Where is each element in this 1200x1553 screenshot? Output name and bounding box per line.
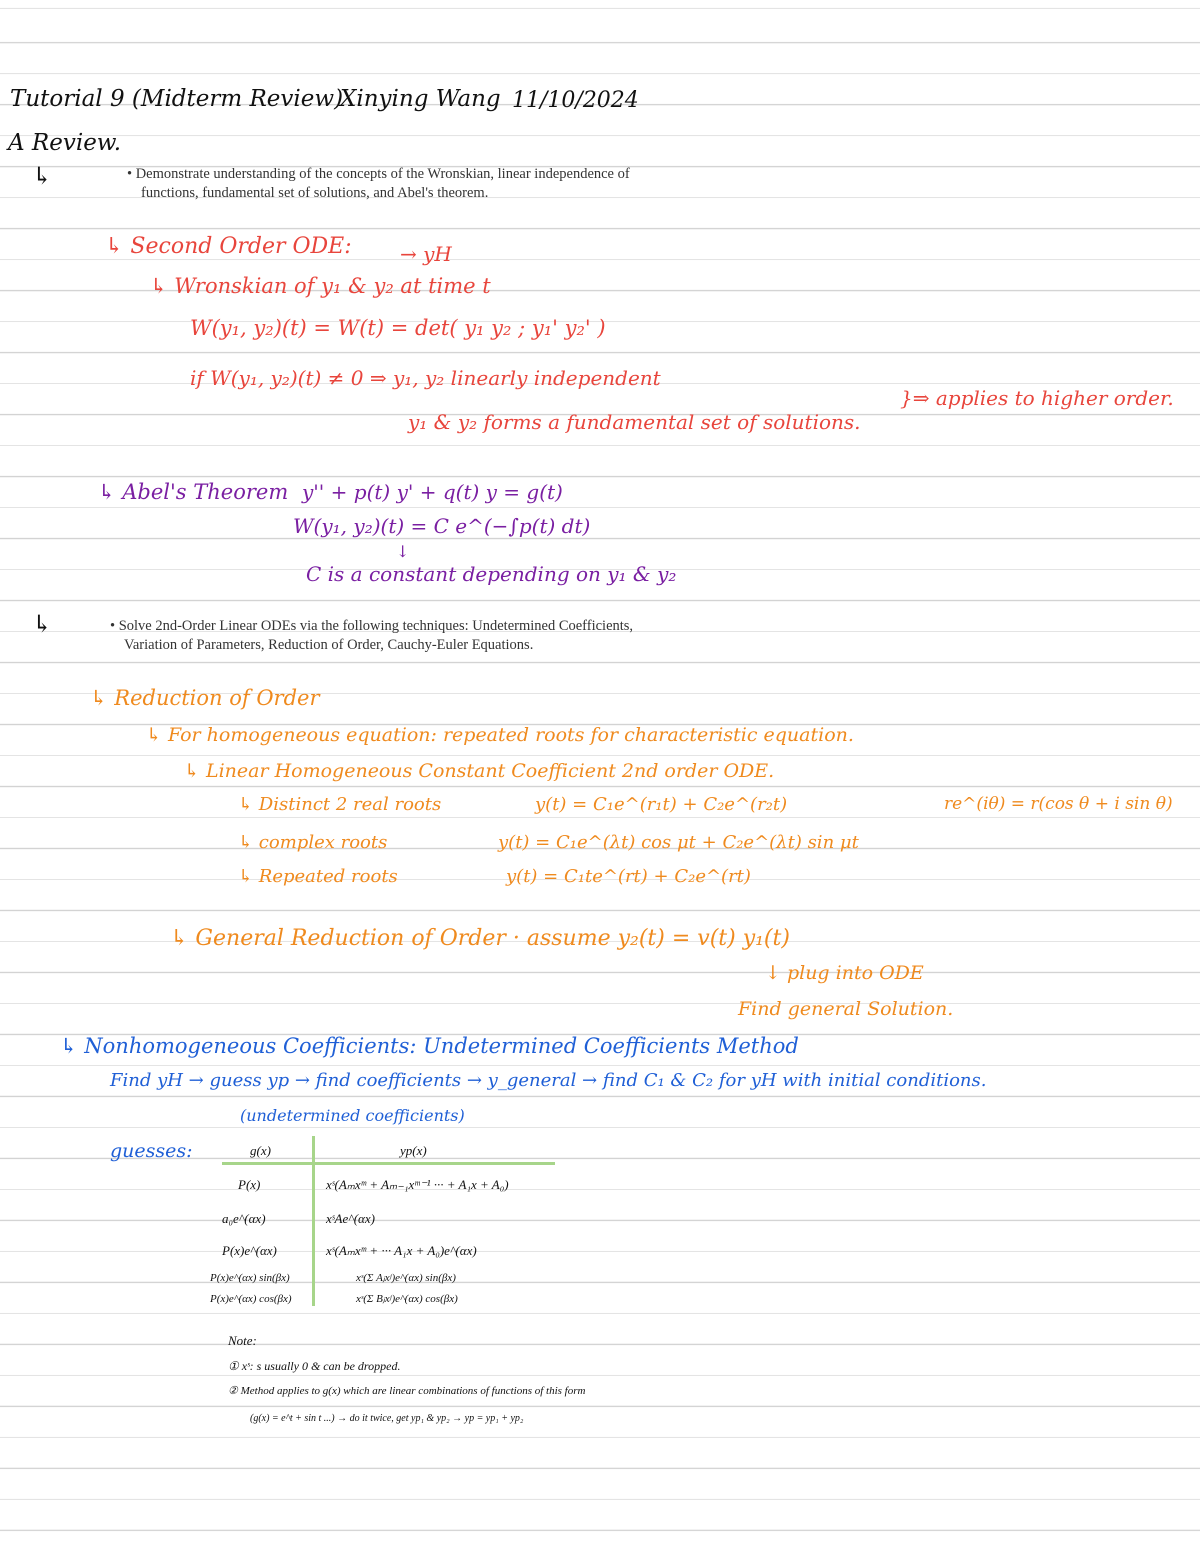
nonhomog-steps: Find yH → guess yp → find coefficients → y_general → find C₁ & C₂ for yH with initial conditions.: [110, 1070, 987, 1091]
table-row-1-gx: P(x): [238, 1177, 261, 1192]
homogeneous-note: ↳ For homogeneous equation: repeated roots for characteristic equation.: [146, 724, 854, 746]
repeated-roots: ↳ Repeated roots: [238, 866, 398, 887]
objective-2-line-1: • Solve 2nd-Order Linear ODEs via the following techniques: Undetermined Coefficients,: [110, 618, 634, 634]
arrow-2: ↳: [32, 610, 53, 638]
abel-arrow-down: ↓: [396, 542, 410, 561]
find-general-solution: Find general Solution.: [738, 998, 954, 1020]
distinct-roots-eq: y(t) = C₁e^(r₁t) + C₂e^(r₂t): [535, 794, 788, 815]
table-row-4-gx: P(x)e^(αx) sin(βx): [210, 1272, 290, 1284]
table-row-5-yp: xˢ(Σ Bⱼxʲ)e^(αx) cos(βx): [356, 1293, 458, 1305]
independence-condition: if W(y₁, y₂)(t) ≠ 0 ⇒ y₁, y₂ linearly independent: [190, 366, 661, 390]
table-row-3-gx: P(x)e^(αx): [222, 1243, 277, 1258]
plug-into-ode: ↓ plug into ODE: [765, 962, 924, 984]
reduction-heading: ↳ Reduction of Order: [90, 686, 320, 710]
wronskian-definition: W(y₁, y₂)(t) = W(t) = det( y₁ y₂ ; y₁' y₂' ): [190, 316, 606, 340]
arrow-1: ↳: [32, 162, 53, 190]
note-1: ① xˢ: s usually 0 & can be dropped.: [228, 1359, 401, 1373]
objective-1-line-1: • Demonstrate understanding of the concepts of the Wronskian, linear independence of: [127, 166, 630, 182]
second-order-heading: ↳ Second Order ODE:: [105, 234, 352, 259]
table-row-5-gx: P(x)e^(αx) cos(βx): [210, 1293, 292, 1305]
repeated-roots-eq: y(t) = C₁te^(rt) + C₂e^(rt): [506, 866, 751, 887]
guesses-label: guesses:: [110, 1140, 193, 1162]
note-title: Tutorial 9 (Midterm Review): [10, 86, 344, 112]
abel-formula: W(y₁, y₂)(t) = C e^(−∫p(t) dt): [293, 514, 591, 538]
abel-constant-note: C is a constant depending on y₁ & y₂: [306, 562, 677, 586]
table-row-3-yp: xˢ(Aₘxᵐ + ··· A₁x + A₀)e^(αx): [326, 1243, 477, 1258]
table-header-yp: yp(x): [400, 1143, 427, 1158]
section-heading: A Review.: [8, 130, 122, 156]
complex-roots: ↳ complex roots: [238, 832, 388, 853]
author-name: Xinying Wang: [340, 86, 501, 112]
complex-roots-eq: y(t) = C₁e^(λt) cos μt + C₂e^(λt) sin μt: [498, 832, 859, 853]
note-date: 11/10/2024: [512, 88, 639, 113]
note-2: ② Method applies to g(x) which are linear combinations of functions of this form: [228, 1385, 586, 1397]
fundamental-set: y₁ & y₂ forms a fundamental set of solutions.: [408, 410, 861, 434]
note-title: Note:: [228, 1333, 257, 1348]
abel-equation: y'' + p(t) y' + q(t) y = g(t): [302, 480, 563, 504]
linear-homog-note: ↳ Linear Homogeneous Constant Coefficient 2nd order ODE.: [184, 760, 775, 782]
objective-2-line-2: Variation of Parameters, Reduction of Order, Cauchy-Euler Equations.: [124, 637, 534, 653]
objective-1-line-2: functions, fundamental set of solutions, and Abel's theorem.: [141, 185, 489, 201]
undetermined-coeff-label: (undetermined coefficients): [240, 1106, 465, 1125]
table-header-gx: g(x): [250, 1143, 271, 1158]
objective-2-text: Solve 2nd-Order Linear ODEs via the following techniques: Undetermined Coefficients,: [118, 618, 634, 634]
table-row-4-yp: xˢ(Σ Aⱼxʲ)e^(αx) sin(βx): [356, 1272, 456, 1284]
nonhomog-heading: ↳ Nonhomogeneous Coefficients: Undetermined Coefficients Method: [60, 1034, 799, 1058]
table-row-2-gx: a₀e^(αx): [222, 1211, 266, 1226]
table-row-1-yp: xˢ(Aₘxᵐ + Aₘ₋₁xᵐ⁻¹ ··· + A₁x + A₀): [326, 1177, 509, 1192]
wronskian-title: ↳ Wronskian of y₁ & y₂ at time t: [150, 274, 491, 298]
table-divider-horizontal: [222, 1162, 555, 1165]
note-3: (g(x) = e^t + sin t ...) → do it twice, get yp₁ & yp₂ → yp = yp₁ + yp₂: [250, 1413, 524, 1424]
table-row-2-yp: xˢAe^(αx): [326, 1211, 375, 1226]
general-reduction: ↳ General Reduction of Order · assume y₂(t) = v(t) y₁(t): [170, 926, 790, 951]
yh-arrow: → yH: [400, 242, 452, 266]
distinct-roots: ↳ Distinct 2 real roots: [238, 794, 442, 815]
objective-1-text: Demonstrate understanding of the concepts of the Wronskian, linear independence of: [135, 166, 630, 182]
euler-formula: re^(iθ) = r(cos θ + i sin θ): [944, 794, 1173, 814]
higher-order-note: }⇒ applies to higher order.: [900, 386, 1174, 410]
abel-heading: ↳ Abel's Theorem: [98, 480, 289, 504]
